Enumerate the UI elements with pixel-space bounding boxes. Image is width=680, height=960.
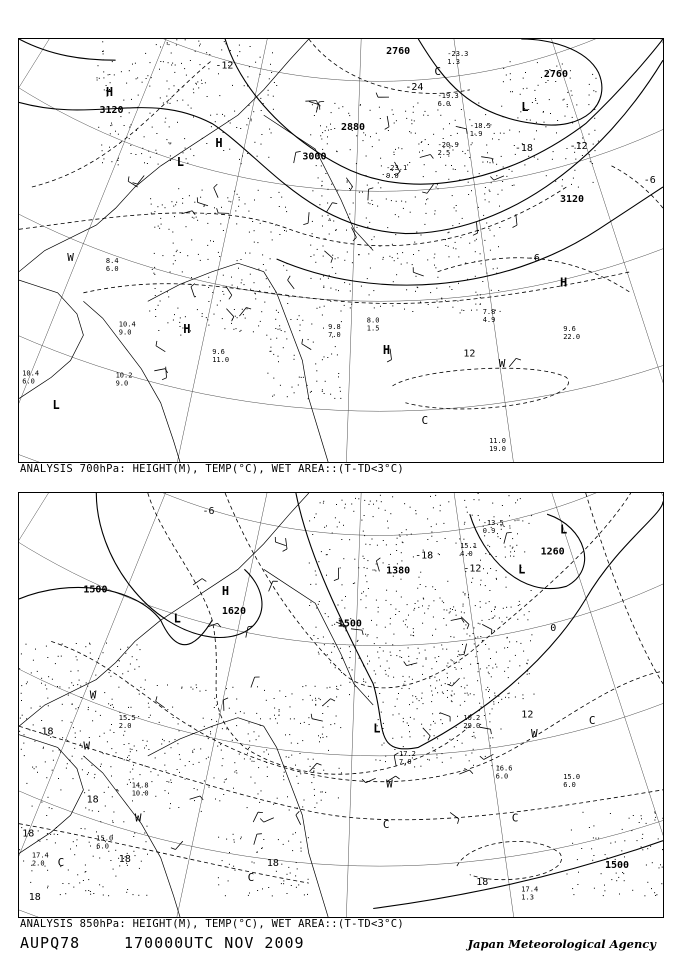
station-temp: -19.3 <box>437 92 459 101</box>
wind-barbs <box>128 93 521 380</box>
station-dewpoint-depression: 4.9 <box>482 315 496 324</box>
temperature-isotherms <box>19 493 663 883</box>
station-dewpoint-depression: 22.0 <box>563 332 581 341</box>
center-w: W <box>83 739 91 753</box>
station-temp: 17.4 <box>521 885 539 894</box>
station-dewpoint-depression: 0.9 <box>482 526 496 535</box>
center-c: C <box>57 856 65 870</box>
height-label: 1260 <box>540 546 565 558</box>
height-label: 1380 <box>386 565 411 577</box>
agency-name: Japan Meteorological Agency <box>467 937 656 951</box>
height-label: 1500 <box>337 618 362 630</box>
station-dewpoint-depression: 6.0 <box>96 842 109 851</box>
temperature-label: -18 <box>514 143 533 155</box>
temperature-label: 12 <box>463 348 476 360</box>
station-dewpoint-depression: 11.0 <box>212 356 230 365</box>
center-h: H <box>105 85 114 100</box>
chart-code: AUPQ78 <box>20 934 81 952</box>
station-temp: -18.5 <box>469 121 491 130</box>
station-dewpoint-depression: 2.5 <box>437 148 451 157</box>
wind-barbs <box>156 532 512 849</box>
station-dewpoint-depression: 4.0 <box>460 550 473 559</box>
station-temp: 10.2 <box>115 371 133 380</box>
caption-700hpa: ANALYSIS 700hPa: HEIGHT(M), TEMP(°C), WET AREA::(T-TD<3°C) <box>20 463 405 475</box>
center-h: H <box>382 343 391 358</box>
temperature-label: -6 <box>527 253 540 265</box>
station-temp: -20.9 <box>437 140 459 149</box>
center-c: C <box>382 818 390 831</box>
station-temp: 10.4 <box>22 369 40 378</box>
station-temp: -23.3 <box>447 49 469 58</box>
station-temp: 8.4 <box>105 257 119 266</box>
station-temp: 17.2 <box>399 749 416 758</box>
caption-850hpa: ANALYSIS 850hPa: HEIGHT(M), TEMP(°C), WET AREA::(T-TD<3°C) <box>20 918 405 930</box>
station-dewpoint-depression: 10.0 <box>131 789 149 798</box>
station-temp: 9.6 <box>563 324 576 333</box>
station-temp: 11.0 <box>489 437 506 445</box>
station-temp: 10.2 <box>463 713 481 722</box>
station-temp: 15.5 <box>118 713 136 722</box>
station-dewpoint-depression: 1.5 <box>366 324 380 333</box>
center-c: C <box>421 413 429 427</box>
temperature-label: 18 <box>476 877 489 889</box>
height-label: 1620 <box>221 605 246 617</box>
temperature-label: -6 <box>202 506 215 518</box>
station-temp: 7.8 <box>482 307 496 316</box>
center-l: L <box>518 562 526 577</box>
center-w: W <box>134 811 142 825</box>
center-h: H <box>221 583 230 598</box>
temperature-label: 12 <box>521 709 534 721</box>
center-l: L <box>560 522 568 537</box>
station-temp: 16.6 <box>495 764 513 773</box>
center-h: H <box>215 135 223 150</box>
map-canvas <box>19 39 663 462</box>
center-h: H <box>183 322 191 336</box>
height-label: 2760 <box>543 69 568 81</box>
temperature-isotherms <box>19 39 663 409</box>
station-temp: -13.5 <box>482 518 504 527</box>
station-temp: 15.1 <box>460 542 477 551</box>
temperature-label: -12 <box>463 563 482 575</box>
station-dewpoint-depression: 1.3 <box>521 893 534 902</box>
station-dewpoint-depression: 29.0 <box>463 721 481 730</box>
station-temp: 10.4 <box>118 320 136 329</box>
height-label: 2760 <box>386 45 411 57</box>
center-c: C <box>434 65 442 78</box>
center-w: W <box>498 356 506 370</box>
temperature-label: 18 <box>22 828 35 840</box>
station-dewpoint-depression: 1.3 <box>447 57 460 66</box>
labels <box>22 46 656 453</box>
station-dewpoint-depression: 6.0 <box>563 781 576 790</box>
wet-area-stipple <box>97 39 599 399</box>
height-label: 1500 <box>605 860 630 872</box>
station-dewpoint-depression: 1.9 <box>469 129 483 138</box>
temperature-label: -6 <box>643 174 656 186</box>
center-l: L <box>176 154 185 169</box>
center-w: W <box>89 688 97 702</box>
temperature-label: 18 <box>86 794 99 806</box>
station-temp: 15.0 <box>563 773 581 782</box>
height-contours <box>19 493 663 909</box>
center-w: W <box>67 251 74 265</box>
center-h: H <box>560 275 568 290</box>
station-dewpoint-depression: 2.0 <box>31 859 45 868</box>
station-dewpoint-depression: 6.0 <box>437 100 451 109</box>
graticule <box>19 493 663 917</box>
height-label: 3120 <box>99 105 124 116</box>
center-c: C <box>511 811 519 825</box>
center-l: L <box>173 611 181 626</box>
station-temp: 17.4 <box>31 851 49 860</box>
station-temp: 9.8 <box>328 322 341 331</box>
height-label: 2880 <box>341 121 366 133</box>
temperature-label: 18 <box>28 892 41 903</box>
station-temp: 8.0 <box>366 316 380 325</box>
center-w: W <box>386 777 393 791</box>
center-w: W <box>531 726 538 740</box>
map-canvas <box>19 493 663 917</box>
temperature-label: -18 <box>415 550 434 562</box>
temperature-label: -24 <box>405 81 424 93</box>
station-temp: 15.0 <box>96 834 114 843</box>
temperature-label: 18 <box>118 853 131 865</box>
chart-700hpa <box>18 38 664 463</box>
height-label: 3000 <box>302 151 327 163</box>
station-temp: -23.1 <box>386 164 408 173</box>
station-dewpoint-depression: 7.0 <box>399 757 412 766</box>
station-dewpoint-depression: 19.0 <box>489 445 506 453</box>
center-l: L <box>52 398 60 413</box>
station-dewpoint-depression: 2.0 <box>118 721 132 730</box>
station-dewpoint-depression: 9.0 <box>115 379 129 388</box>
center-l: L <box>521 99 529 114</box>
chart-850hpa <box>18 492 664 918</box>
temperature-label: 18 <box>41 726 54 738</box>
height-label: 1500 <box>83 584 108 596</box>
center-c: C <box>247 871 255 884</box>
center-l: L <box>373 721 381 736</box>
station-dewpoint-depression: 9.0 <box>386 172 399 181</box>
temperature-label: 0 <box>550 622 557 634</box>
station-temp: 9.6 <box>212 348 225 357</box>
temperature-label: -12 <box>215 60 234 72</box>
temperature-label: 18 <box>266 858 279 870</box>
station-dewpoint-depression: 7.0 <box>328 330 341 339</box>
station-dewpoint-depression: 6.0 <box>22 377 35 386</box>
labels <box>22 506 629 903</box>
center-c: C <box>588 714 596 728</box>
station-dewpoint-depression: 9.0 <box>118 328 132 337</box>
height-label: 3120 <box>560 193 585 205</box>
temperature-label: -12 <box>569 141 588 152</box>
wet-area-stipple <box>19 493 663 896</box>
valid-time: 170000UTC NOV 2009 <box>124 934 305 952</box>
station-temp: 14.8 <box>131 781 149 790</box>
coastline <box>19 493 373 917</box>
station-dewpoint-depression: 6.0 <box>105 265 119 274</box>
station-dewpoint-depression: 6.0 <box>495 772 509 781</box>
